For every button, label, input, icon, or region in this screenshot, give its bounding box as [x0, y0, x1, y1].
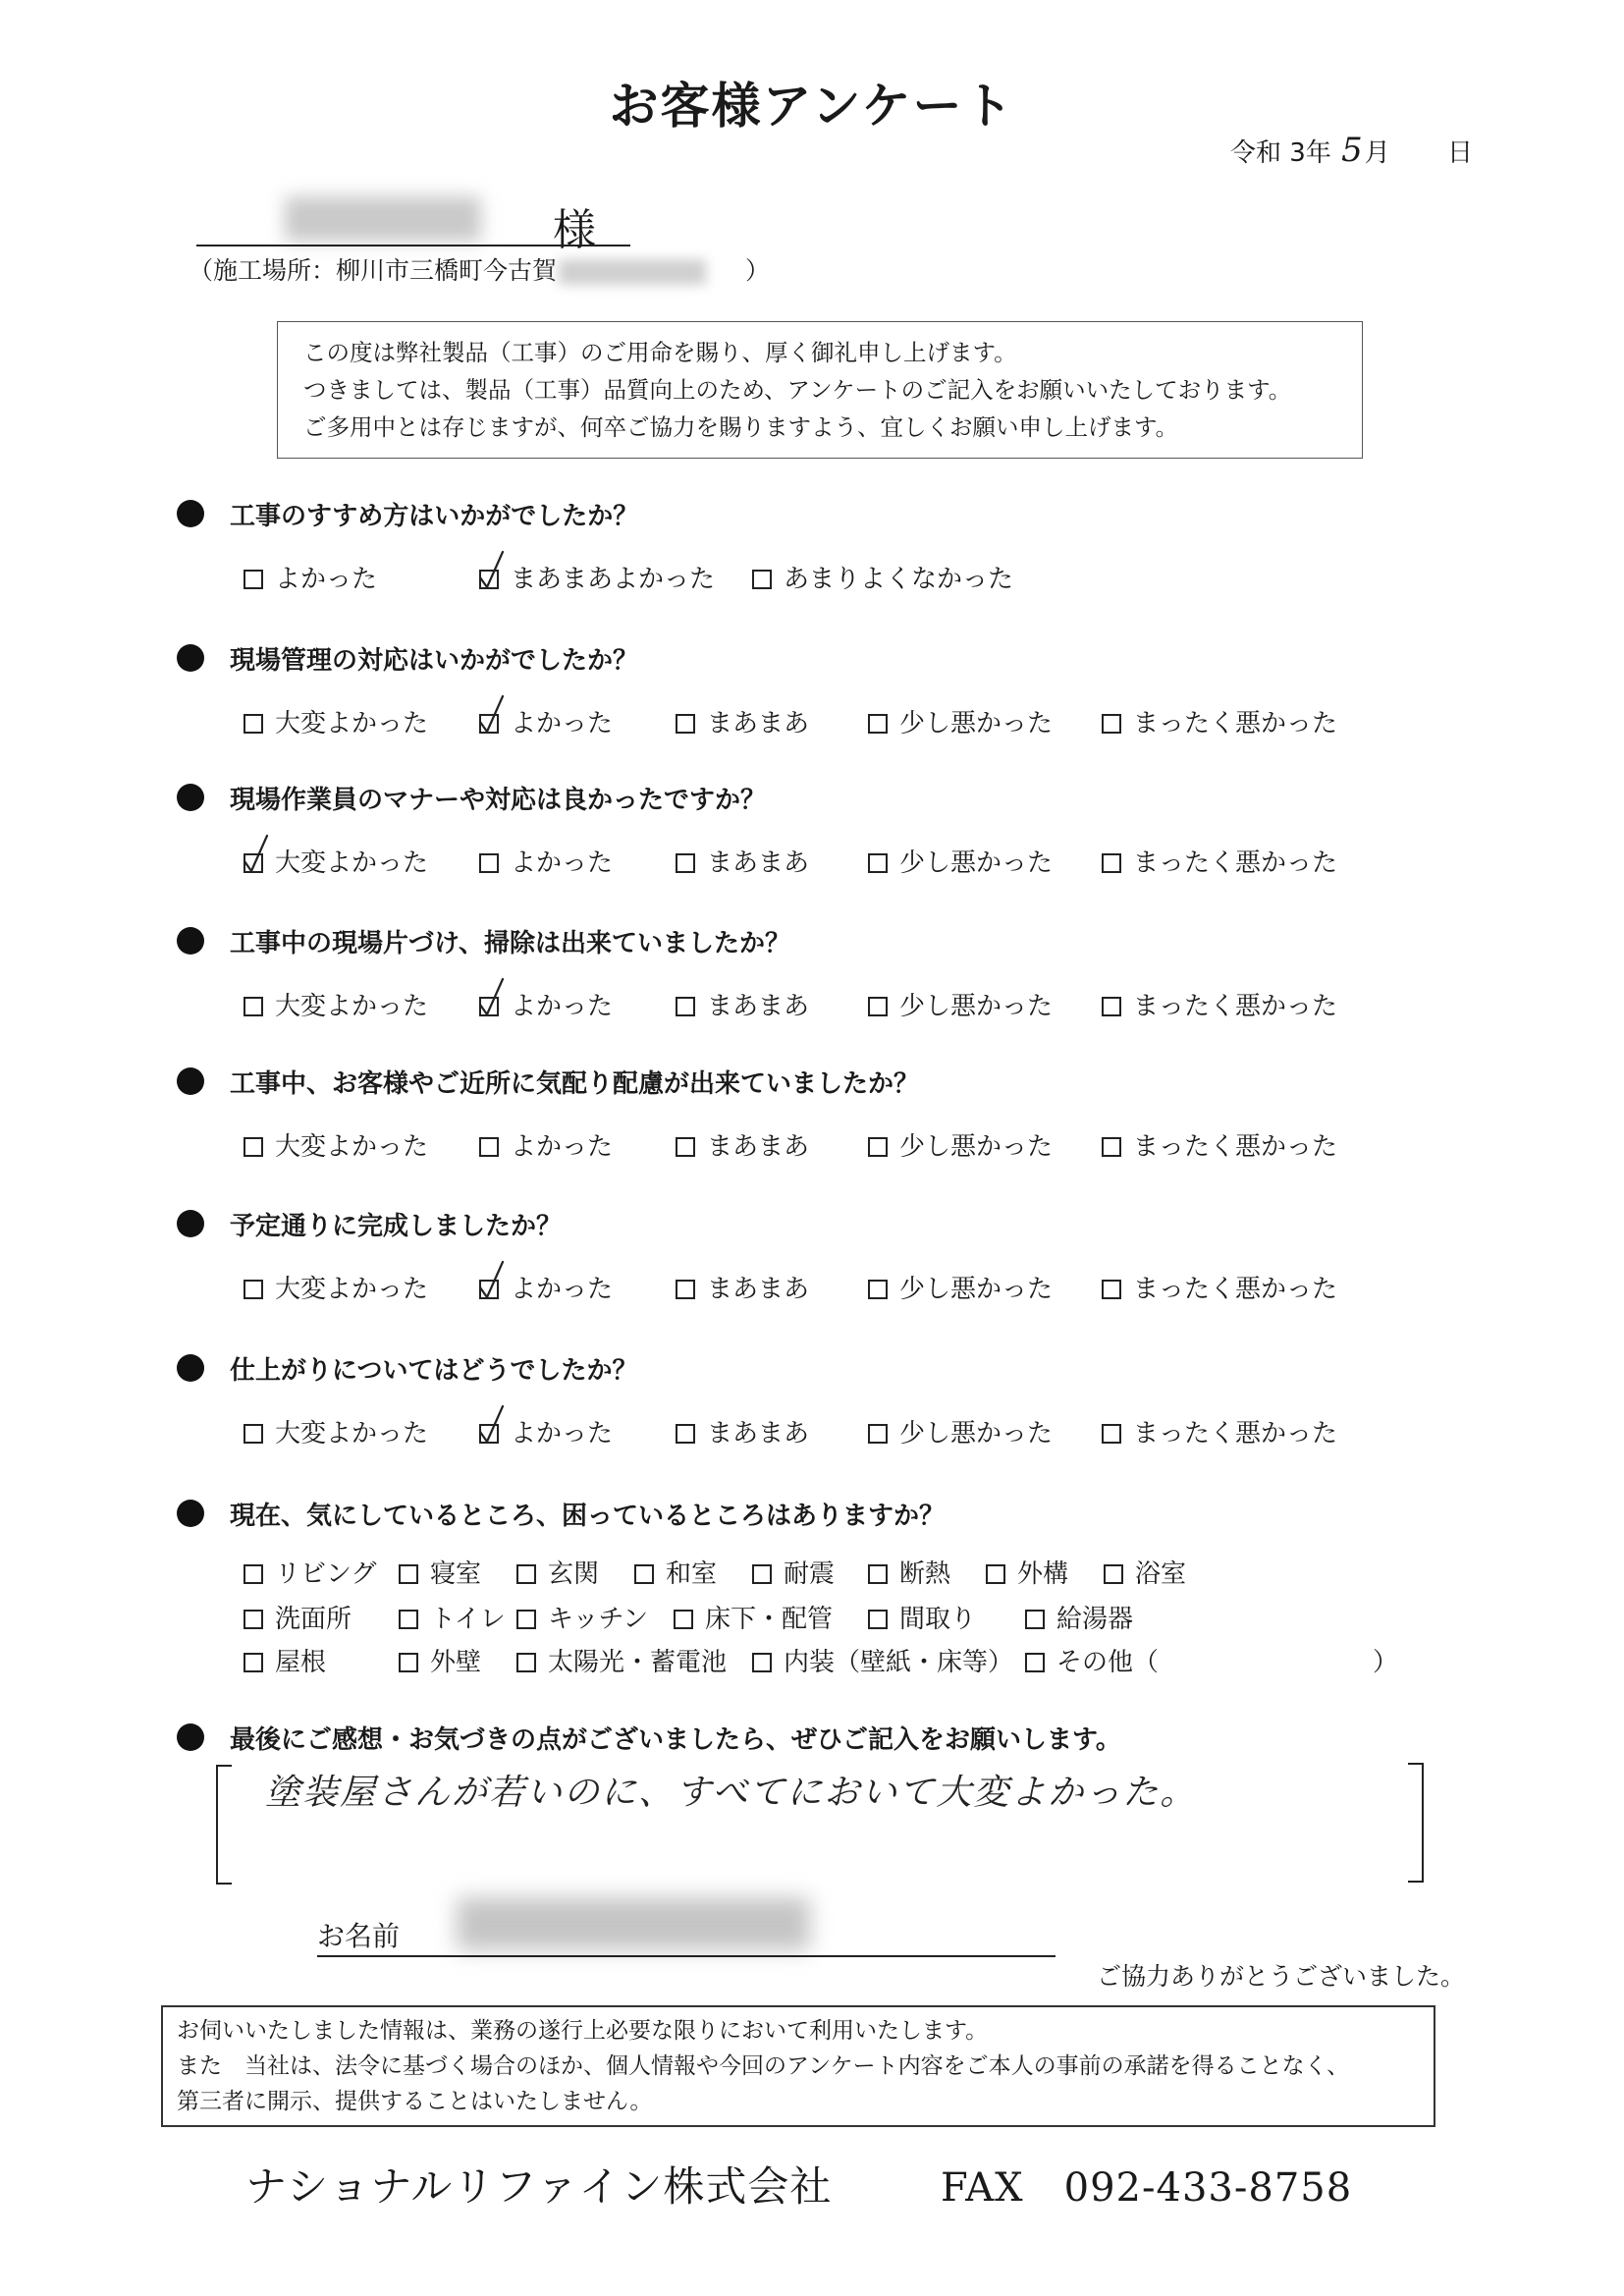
option-label: あまりよくなかった: [784, 565, 1014, 594]
checkbox[interactable]: [244, 1564, 263, 1584]
option-q4-3[interactable]: [676, 986, 809, 1022]
check-mark-icon: [241, 834, 270, 877]
checkbox[interactable]: [479, 570, 499, 589]
checkbox[interactable]: [399, 1564, 418, 1584]
concern-2-5[interactable]: [868, 1599, 976, 1635]
checkbox[interactable]: [868, 1280, 888, 1299]
checkbox[interactable]: [1102, 853, 1121, 873]
option-q2-3[interactable]: [676, 703, 809, 739]
question-text: 予定通りに完成しましたか？: [230, 1212, 563, 1241]
site-suffix: ）: [745, 256, 771, 285]
survey-date: [1230, 131, 1473, 170]
name-line: [317, 1955, 1056, 1957]
check-mark-icon: [476, 1404, 506, 1448]
checkbox[interactable]: [1102, 714, 1121, 734]
concern-1-3[interactable]: [516, 1554, 599, 1590]
option-label: よかった: [511, 1132, 614, 1162]
concern-label: 太陽光・蓄電池: [548, 1648, 728, 1677]
privacy-line: お伺いいたしました情報は、業務の遂行上必要な限りにおいて利用いたします。: [177, 2018, 989, 2044]
checkbox[interactable]: [1104, 1564, 1123, 1584]
checkbox[interactable]: [244, 1653, 263, 1672]
check-mark-icon: [476, 1260, 506, 1303]
checkbox[interactable]: [1102, 1280, 1121, 1299]
concern-label: 外壁: [430, 1648, 482, 1677]
respondent-name-redacted: [457, 1897, 810, 1950]
option-q6-5[interactable]: [1102, 1269, 1337, 1305]
question-text: 工事中の現場片づけ、掃除は出来ていましたか？: [230, 929, 790, 958]
option-label: 少し悪かった: [899, 1275, 1054, 1304]
checkbox[interactable]: [516, 1653, 536, 1672]
checkbox[interactable]: [516, 1610, 536, 1629]
checkbox[interactable]: [244, 1137, 263, 1157]
checkbox[interactable]: [676, 714, 695, 734]
option-q3-5[interactable]: [1102, 843, 1337, 879]
checkbox[interactable]: [1102, 1137, 1121, 1157]
checkbox[interactable]: [1102, 997, 1121, 1016]
checkbox[interactable]: [868, 1137, 888, 1157]
option-label: よかった: [275, 565, 378, 594]
concern-label: トイレ: [430, 1605, 506, 1634]
checkbox[interactable]: [868, 1564, 888, 1584]
checkbox[interactable]: [244, 1424, 263, 1444]
checkbox[interactable]: [634, 1564, 654, 1584]
customer-honorific: 様: [553, 205, 596, 255]
other-close-paren: ）: [1373, 1648, 1399, 1677]
concern-3-5[interactable]: [1025, 1642, 1159, 1678]
concern-1-7[interactable]: [986, 1554, 1068, 1590]
option-label: よかった: [511, 1419, 614, 1449]
site-address: 柳川市三橋町今古賀: [336, 256, 558, 285]
thanks-text: ご協力ありがとうございました。: [1097, 1962, 1466, 1991]
checkbox[interactable]: [244, 853, 263, 873]
option-q5-3[interactable]: [676, 1126, 809, 1163]
concern-label: 外構: [1017, 1559, 1069, 1589]
company-name: ナショナルリファイン株式会社: [245, 2162, 833, 2211]
option-label: まったく悪かった: [1133, 848, 1338, 878]
option-label: 大変よかった: [275, 1419, 429, 1449]
question-3: [177, 780, 766, 816]
check-mark-icon: [476, 550, 506, 593]
checkbox[interactable]: [399, 1610, 418, 1629]
checkbox[interactable]: [674, 1610, 693, 1629]
option-label: まったく悪かった: [1133, 1132, 1338, 1162]
option-label: 少し悪かった: [899, 992, 1054, 1021]
option-q1-3[interactable]: [752, 559, 1013, 595]
question-text: 現場管理の対応はいかがでしたか？: [230, 646, 639, 676]
bullet-icon: [177, 1723, 204, 1751]
checkbox[interactable]: [676, 1137, 695, 1157]
privacy-notice: [161, 2005, 1435, 2127]
question-text: 最後にご感想・お気づきの点がございましたら、ぜひご記入をお願いします。: [230, 1725, 1121, 1755]
checkbox[interactable]: [752, 1653, 772, 1672]
question-4: [177, 923, 790, 959]
site-prefix: （施工場所：: [189, 256, 337, 285]
checkbox[interactable]: [1025, 1653, 1045, 1672]
option-label: まあまあ: [707, 1132, 810, 1162]
option-label: まったく悪かった: [1133, 1275, 1338, 1304]
question-comment: [177, 1720, 1121, 1756]
concern-label: 内装（壁紙・床等）: [784, 1648, 1014, 1677]
checkbox[interactable]: [1102, 1424, 1121, 1444]
concern-label: 間取り: [899, 1605, 977, 1634]
comment-bracket-left: [216, 1765, 232, 1885]
option-label: 大変よかった: [275, 709, 429, 738]
checkbox[interactable]: [986, 1564, 1005, 1584]
option-q6-3[interactable]: [676, 1269, 809, 1305]
option-q1-2[interactable]: [479, 559, 715, 595]
bullet-icon: [177, 644, 204, 672]
option-label: よかった: [511, 992, 614, 1021]
checkbox[interactable]: [868, 997, 888, 1016]
option-q2-4[interactable]: [868, 703, 1053, 739]
concern-1-1[interactable]: [244, 1554, 376, 1590]
question-7: [177, 1350, 637, 1387]
concern-label: その他（: [1056, 1648, 1160, 1677]
option-q7-1[interactable]: [244, 1413, 428, 1449]
bullet-icon: [177, 784, 204, 811]
checkbox[interactable]: [676, 853, 695, 873]
comment-bracket-right: [1408, 1763, 1424, 1883]
bullet-icon: [177, 500, 204, 527]
intro-box: [277, 321, 1363, 459]
concern-label: 屋根: [275, 1648, 327, 1677]
option-label: 大変よかった: [275, 992, 429, 1021]
option-label: 少し悪かった: [899, 848, 1054, 878]
checkbox[interactable]: [244, 570, 263, 589]
privacy-line: また 当社は、法令に基づく場合のほか、個人情報や今回のアンケート内容をご本人の事前の承諾を得ることなく、: [177, 2053, 1350, 2079]
concern-label: 断熱: [899, 1559, 951, 1589]
option-q2-5[interactable]: [1102, 703, 1337, 739]
question-text: 現場作業員のマナーや対応は良かったですか？: [230, 786, 767, 815]
check-mark-icon: [476, 977, 506, 1020]
concern-label: リビング: [275, 1559, 377, 1589]
checkbox[interactable]: [399, 1653, 418, 1672]
checkbox[interactable]: [479, 853, 499, 873]
concern-2-2[interactable]: [399, 1599, 506, 1635]
concern-3-2[interactable]: [399, 1642, 481, 1678]
check-mark-icon: [476, 694, 506, 738]
concern-label: 玄関: [548, 1559, 600, 1589]
option-q5-2[interactable]: [479, 1126, 613, 1163]
concern-label: 床下・配管: [705, 1605, 834, 1634]
date-month[interactable]: 5: [1341, 131, 1363, 170]
concern-1-5[interactable]: [752, 1554, 835, 1590]
option-q5-4[interactable]: [868, 1126, 1053, 1163]
question-1: [177, 496, 638, 532]
comment-answer[interactable]: 塗装屋さんが若いのに、すべてにおいて大変よかった。: [265, 1773, 1198, 1813]
option-label: まあまあ: [707, 848, 810, 878]
name-label: お名前: [317, 1920, 401, 1952]
option-q3-4[interactable]: [868, 843, 1053, 879]
concern-label: 寝室: [430, 1559, 482, 1589]
option-q6-2[interactable]: [479, 1269, 613, 1305]
checkbox[interactable]: [676, 997, 695, 1016]
concern-1-2[interactable]: [399, 1554, 481, 1590]
intro-line: ご多用中とは存じますが、何卒ご協力を賜りますよう、宜しくお願い申し上げます。: [303, 413, 1179, 441]
option-q7-2[interactable]: [479, 1413, 613, 1449]
option-label: まあまあ: [707, 709, 810, 738]
bullet-icon: [177, 1067, 204, 1095]
date-era: 令和: [1230, 138, 1282, 168]
question-text: 工事のすすめ方はいかがでしたか？: [230, 502, 639, 531]
option-q6-4[interactable]: [868, 1269, 1053, 1305]
checkbox[interactable]: [1025, 1610, 1045, 1629]
concern-label: 給湯器: [1056, 1605, 1134, 1634]
option-q4-5[interactable]: [1102, 986, 1337, 1022]
option-label: まあまあ: [707, 1419, 810, 1449]
concern-label: キッチン: [548, 1605, 649, 1634]
intro-line: つきましては、製品（工事）品質向上のため、アンケートのご記入をお願いいたしております。: [303, 376, 1292, 404]
bullet-icon: [177, 1210, 204, 1237]
date-month-unit: 月: [1364, 138, 1390, 168]
date-year-unit: 年: [1305, 138, 1331, 168]
concern-3-3[interactable]: [516, 1642, 727, 1678]
checkbox[interactable]: [868, 1610, 888, 1629]
concern-1-8[interactable]: [1104, 1554, 1186, 1590]
checkbox[interactable]: [479, 1280, 499, 1299]
question-text: 工事中、お客様やご近所に気配り配慮が出来ていましたか？: [230, 1069, 920, 1099]
option-q4-2[interactable]: [479, 986, 613, 1022]
fax-number: FAX 092-433-8758: [941, 2165, 1353, 2211]
checkbox[interactable]: [479, 714, 499, 734]
customer-name-redacted: [285, 196, 481, 242]
option-label: まあまあ: [707, 992, 810, 1021]
page-title: お客様アンケート: [609, 78, 1015, 135]
option-q2-1[interactable]: [244, 703, 428, 739]
checkbox[interactable]: [244, 714, 263, 734]
concern-label: 和室: [666, 1559, 718, 1589]
site-address-redacted: [559, 259, 706, 285]
concern-1-6[interactable]: [868, 1554, 950, 1590]
checkbox[interactable]: [868, 853, 888, 873]
option-label: よかった: [511, 1275, 614, 1304]
option-q7-4[interactable]: [868, 1413, 1053, 1449]
option-label: まったく悪かった: [1133, 709, 1338, 738]
concern-label: 耐震: [784, 1559, 836, 1589]
option-q3-3[interactable]: [676, 843, 809, 879]
option-label: 少し悪かった: [899, 709, 1054, 738]
bullet-icon: [177, 927, 204, 955]
option-q7-5[interactable]: [1102, 1413, 1337, 1449]
checkbox[interactable]: [244, 1610, 263, 1629]
option-q4-1[interactable]: [244, 986, 428, 1022]
question-text: 現在、気にしているところ、困っているところはありますか？: [230, 1502, 946, 1531]
concern-1-4[interactable]: [634, 1554, 717, 1590]
checkbox[interactable]: [868, 1424, 888, 1444]
option-q3-2[interactable]: [479, 843, 613, 879]
option-label: 少し悪かった: [899, 1132, 1054, 1162]
checkbox[interactable]: [479, 1424, 499, 1444]
checkbox[interactable]: [676, 1280, 695, 1299]
checkbox[interactable]: [244, 997, 263, 1016]
checkbox[interactable]: [752, 1564, 772, 1584]
option-label: 大変よかった: [275, 1275, 429, 1304]
date-year: 3: [1289, 138, 1306, 168]
option-label: よかった: [511, 848, 614, 878]
option-q5-1[interactable]: [244, 1126, 428, 1163]
intro-line: この度は弊社製品（工事）のご用命を賜り、厚く御礼申し上げます。: [303, 339, 1017, 366]
checkbox[interactable]: [479, 1137, 499, 1157]
question-text: 仕上がりについてはどうでしたか？: [230, 1356, 638, 1386]
question-6: [177, 1206, 562, 1242]
option-q3-1[interactable]: [244, 843, 428, 879]
concern-3-4[interactable]: [752, 1642, 1013, 1678]
option-label: 大変よかった: [275, 1132, 429, 1162]
concern-label: 浴室: [1135, 1559, 1187, 1589]
option-label: よかった: [511, 709, 614, 738]
question-5: [177, 1064, 919, 1100]
checkbox[interactable]: [244, 1280, 263, 1299]
option-label: まったく悪かった: [1133, 1419, 1338, 1449]
option-label: まあまあよかった: [511, 565, 716, 594]
concern-2-6[interactable]: [1025, 1599, 1133, 1635]
checkbox[interactable]: [676, 1424, 695, 1444]
option-label: 大変よかった: [275, 848, 429, 878]
option-label: まったく悪かった: [1133, 992, 1338, 1021]
construction-site: [189, 251, 770, 287]
checkbox[interactable]: [479, 997, 499, 1016]
privacy-line: 第三者に開示、提供することはいたしません。: [177, 2089, 653, 2114]
option-q2-2[interactable]: [479, 703, 613, 739]
question-2: [177, 640, 638, 677]
option-q4-4[interactable]: [868, 986, 1053, 1022]
date-day-unit: 日: [1447, 138, 1474, 168]
checkbox[interactable]: [752, 570, 772, 589]
option-q6-1[interactable]: [244, 1269, 428, 1305]
option-q5-5[interactable]: [1102, 1126, 1337, 1163]
customer-name-line: [196, 245, 630, 246]
question-concerns: [177, 1496, 945, 1532]
concern-label: 洗面所: [275, 1605, 352, 1634]
option-label: 少し悪かった: [899, 1419, 1054, 1449]
option-q7-3[interactable]: [676, 1413, 809, 1449]
checkbox[interactable]: [516, 1564, 536, 1584]
concern-2-3[interactable]: [516, 1599, 648, 1635]
bullet-icon: [177, 1500, 204, 1527]
option-label: まあまあ: [707, 1275, 810, 1304]
concern-3-1[interactable]: [244, 1642, 326, 1678]
checkbox[interactable]: [868, 714, 888, 734]
concern-2-1[interactable]: [244, 1599, 352, 1635]
option-q1-1[interactable]: [244, 559, 377, 595]
bullet-icon: [177, 1354, 204, 1382]
concern-2-4[interactable]: [674, 1599, 833, 1635]
